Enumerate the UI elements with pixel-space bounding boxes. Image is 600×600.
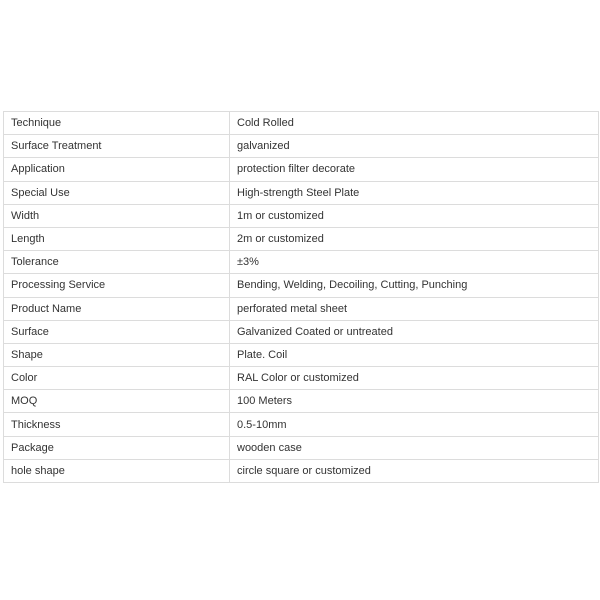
spec-label: Width <box>4 204 230 227</box>
table-row <box>4 274 599 297</box>
table-row <box>4 320 599 343</box>
spec-label: hole shape <box>4 459 230 482</box>
spec-value: Galvanized Coated or untreated <box>230 320 599 343</box>
spec-value: protection filter decorate <box>230 158 599 181</box>
spec-value: perforated metal sheet <box>230 297 599 320</box>
table-row <box>4 459 599 482</box>
table-row <box>4 227 599 250</box>
table-row <box>4 158 599 181</box>
spec-value: 2m or customized <box>230 227 599 250</box>
spec-label: Processing Service <box>4 274 230 297</box>
spec-value: wooden case <box>230 436 599 459</box>
spec-label: Thickness <box>4 413 230 436</box>
spec-value: High-strength Steel Plate <box>230 181 599 204</box>
spec-value: 1m or customized <box>230 204 599 227</box>
spec-label: Length <box>4 227 230 250</box>
table-row <box>4 436 599 459</box>
specification-table-body <box>4 112 599 483</box>
spec-value: Cold Rolled <box>230 112 599 135</box>
table-row <box>4 297 599 320</box>
spec-label: Shape <box>4 343 230 366</box>
spec-label: Color <box>4 367 230 390</box>
spec-value: Bending, Welding, Decoiling, Cutting, Punching <box>230 274 599 297</box>
table-row <box>4 135 599 158</box>
table-row <box>4 181 599 204</box>
spec-label: Package <box>4 436 230 459</box>
spec-label: Special Use <box>4 181 230 204</box>
spec-value: circle square or customized <box>230 459 599 482</box>
spec-value: 0.5-10mm <box>230 413 599 436</box>
spec-label: Surface <box>4 320 230 343</box>
spec-label: Technique <box>4 112 230 135</box>
spec-label: Surface Treatment <box>4 135 230 158</box>
table-row <box>4 390 599 413</box>
table-row <box>4 413 599 436</box>
spec-value: 100 Meters <box>230 390 599 413</box>
table-row <box>4 204 599 227</box>
table-row <box>4 367 599 390</box>
spec-label: MOQ <box>4 390 230 413</box>
spec-value: Plate. Coil <box>230 343 599 366</box>
spec-label: Tolerance <box>4 251 230 274</box>
spec-value: ±3% <box>230 251 599 274</box>
spec-label: Application <box>4 158 230 181</box>
spec-value: RAL Color or customized <box>230 367 599 390</box>
specification-table <box>3 111 599 483</box>
table-row <box>4 251 599 274</box>
spec-value: galvanized <box>230 135 599 158</box>
table-row <box>4 343 599 366</box>
table-row <box>4 112 599 135</box>
spec-label: Product Name <box>4 297 230 320</box>
